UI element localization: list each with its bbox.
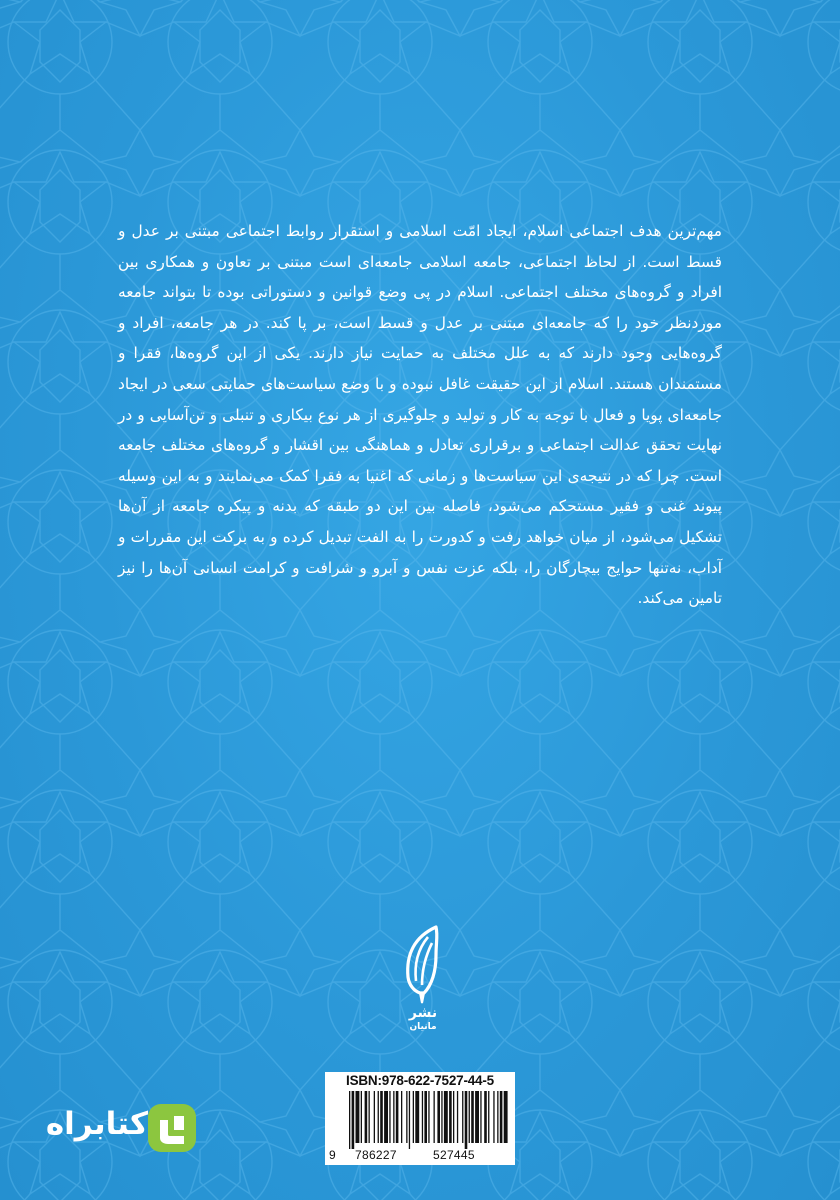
barcode-bar (365, 1091, 368, 1143)
publisher-name: نشر (408, 1005, 438, 1021)
barcode-bar (401, 1091, 402, 1143)
barcode-bar (457, 1091, 458, 1143)
isbn-label: ISBN:978-622-7527-44-5 (346, 1073, 494, 1088)
publisher-logo (378, 925, 468, 1033)
barcode-bar (422, 1091, 423, 1143)
barcode-digits-left: 786227 (355, 1148, 397, 1162)
barcode-bar (475, 1091, 479, 1143)
barcode-bar (384, 1091, 388, 1143)
barcode-bar (361, 1091, 362, 1143)
quill-pen-icon (400, 925, 446, 1005)
barcode-bar (462, 1091, 463, 1143)
store-name: کتابراه (45, 1106, 148, 1142)
barcode-bar (389, 1091, 390, 1143)
ketabrah-logo-icon (146, 1102, 198, 1154)
barcode-bar (380, 1091, 383, 1143)
publisher-subname: مانیان (409, 1022, 437, 1032)
barcode-bar (449, 1091, 452, 1143)
isbn-barcode (325, 1072, 515, 1165)
barcode-bar (352, 1091, 355, 1149)
barcode-bar (484, 1091, 487, 1143)
barcode-bar (480, 1091, 481, 1143)
barcode-bar (471, 1091, 474, 1143)
barcode-bar (349, 1091, 350, 1149)
barcode-bar (415, 1091, 419, 1143)
barcode-bar (465, 1091, 468, 1149)
barcode-bar (453, 1091, 454, 1143)
barcode-bar (504, 1091, 508, 1143)
barcode-digits-right: 527445 (433, 1148, 475, 1162)
barcode-bar (488, 1091, 489, 1143)
barcode-bar (493, 1091, 494, 1143)
barcode-bar (406, 1091, 407, 1143)
barcode-bar (413, 1091, 414, 1143)
barcode-bar (369, 1091, 370, 1143)
barcode-digit-first: 9 (329, 1148, 336, 1162)
barcode-bar (437, 1091, 440, 1143)
barcode-bar (441, 1091, 442, 1143)
back-cover-blurb: مهم‌ترین هدف اجتماعی اسلام، ایجاد امّت اسلامی و استقرار روابط اجتماعی مبتنی بر عدل و قسط است. از لحاظ اجتماعی، جامعه اسلامی جامعه‌ای است مبتنی بر تعاون و همکاری بین افراد و گروه‌های مختلف اجتماعی. اسلام در پی وضع قوانین و دستوراتی بوده تا بتواند جامعه موردنظر خود را که جامعه‌ای مبتنی بر عدل و قسط است، بر پا کند. در هر جامعه، افراد و گروه‌هایی وجود دارند که به علل مختلف به حمایت نیاز دارند. یکی از این گروه‌ها، فقرا و مستمندان هستند. اسلام از این حقیقت غافل نبوده و با وضع سیاست‌های حمایتی سعی در ایجاد جامعه‌ای پویا و فعال با توجه به کار و تولید و جلوگیری از هر نوع بیکاری و تنبلی و تن‌آسایی و در نهایت تحقق عدالت اجتماعی و برقراری تعادل و هماهنگی بین اقشار و گروه‌های مختلف جامعه است. چرا که در نتیجه‌ی این سیاست‌ها و زمانی که اغنیا به فقرا کمک می‌نمایند و به این وسیله پیوند غنی و فقیر مستحکم می‌شود، فاصله بین این دو طبقه که بدنه و پیکره جامعه از آن‌ها تشکیل می‌شود، از میان خواهد رفت و کدورت را به الفت تبدیل کرده و به برکت این مقررات و آداب، نه‌تنها حوایج بیچارگان را، بلکه عزت نفس و آبرو و شرافت و کرامت انسانی آن‌ها را نیز تامین می‌کند. (118, 222, 722, 608)
barcode-bar (424, 1091, 427, 1143)
barcode-bar (444, 1091, 448, 1143)
barcode-bar (469, 1091, 470, 1143)
barcode-bar (497, 1091, 498, 1143)
barcode-bar (434, 1091, 435, 1143)
barcode-bar (500, 1091, 503, 1143)
barcode-bar (356, 1091, 360, 1143)
barcode-bar (393, 1091, 394, 1143)
barcode-bar (378, 1091, 379, 1143)
barcode-bar (396, 1091, 399, 1143)
barcode-bar (428, 1091, 429, 1143)
barcode-bars (329, 1091, 511, 1149)
barcode-bar (409, 1091, 410, 1149)
barcode-bar (374, 1091, 375, 1143)
